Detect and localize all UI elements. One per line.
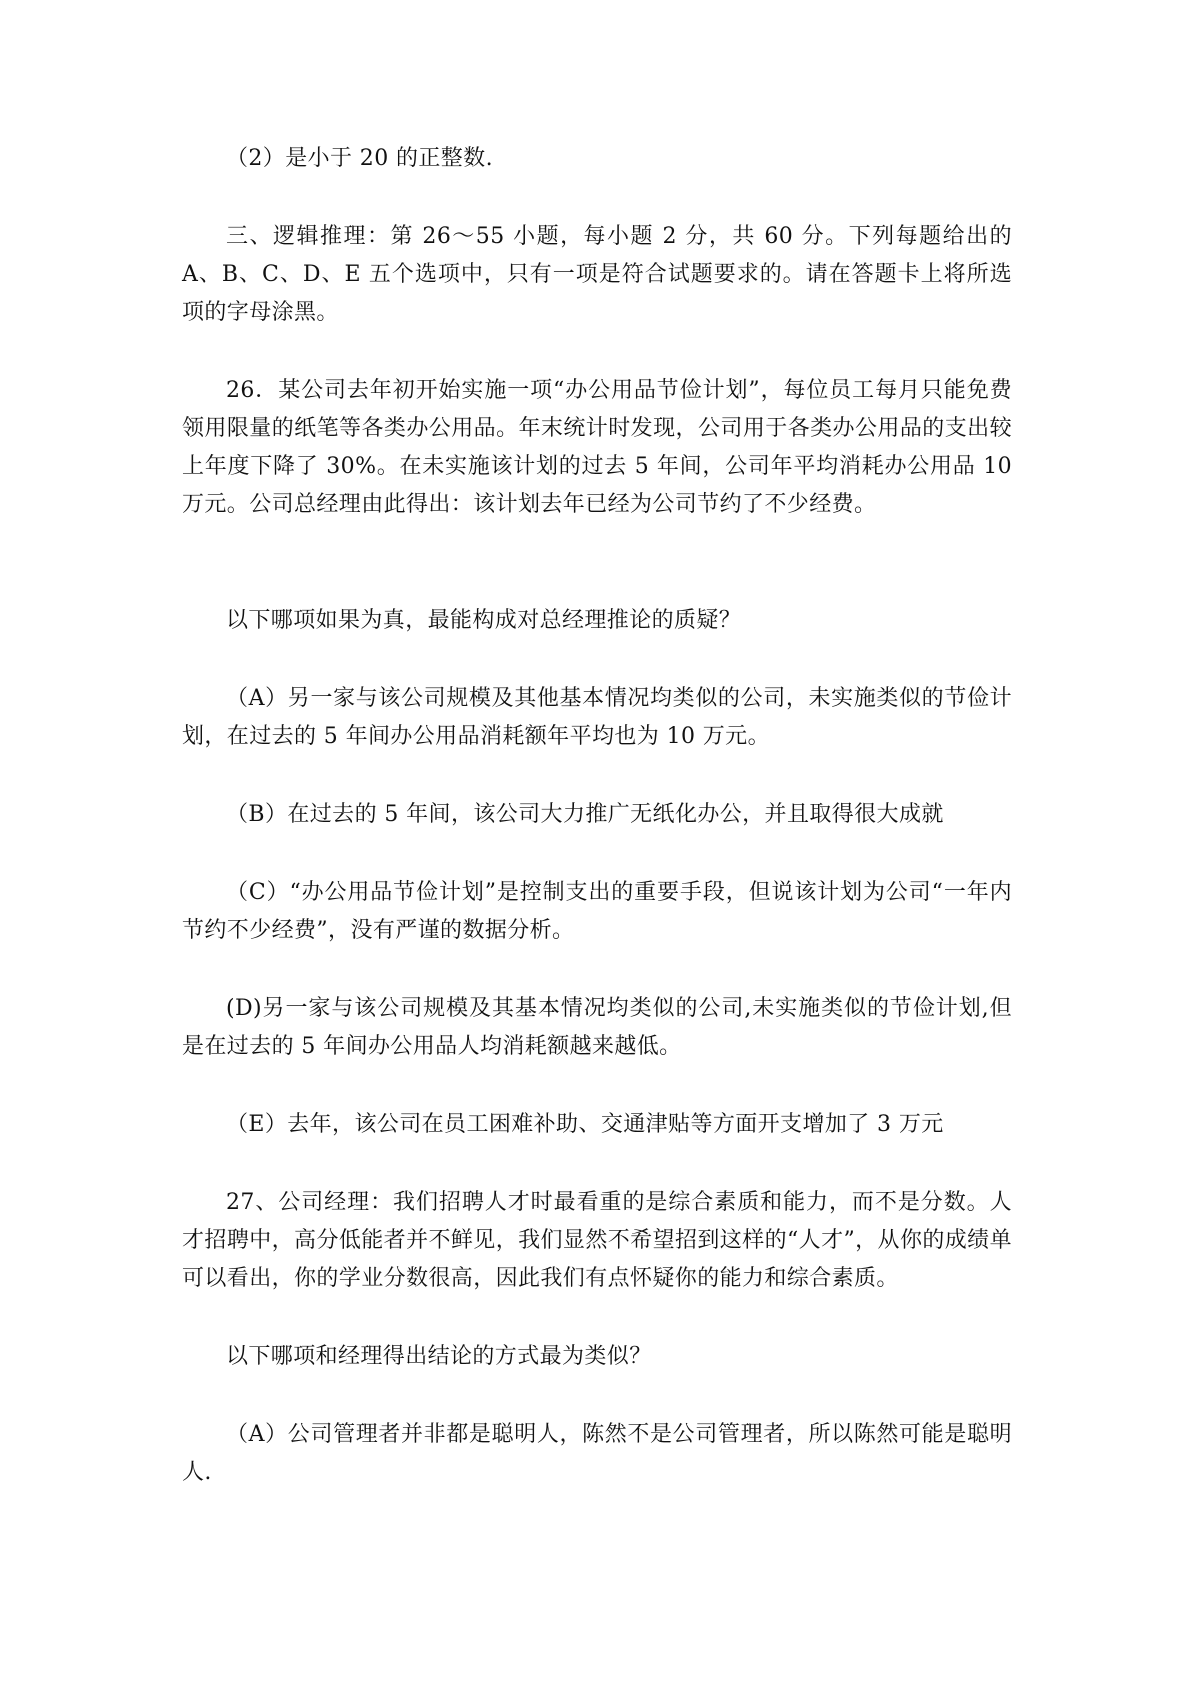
question-26-option-c: （C）“办公用品节俭计划”是控制支出的重要手段，但说该计划为公司“一年内节约不少经费”，没有严谨的数据分析。 <box>182 880 1012 943</box>
question-26-option-a: （A）另一家与该公司规模及其他基本情况均类似的公司，未实施类似的节俭计划，在过去的 5 年间办公用品消耗额年平均也为 10 万元。 <box>182 686 1012 749</box>
question-27-stem: 27、公司经理：我们招聘人才时最看重的是综合素质和能力，而不是分数。人才招聘中，高分低能者并不鲜见，我们显然不希望招到这样的“人才”，从你的成绩单可以看出，你的学业分数很高，因此我们有点怀疑你的能力和综合素质。 <box>182 1190 1012 1291</box>
question-27-prompt: 以下哪项和经理得出结论的方式最为类似？ <box>226 1344 652 1369</box>
question-27-option-a: （A）公司管理者并非都是聪明人，陈然不是公司管理者，所以陈然可能是聪明人. <box>182 1422 1012 1485</box>
question-26-option-b: （B）在过去的 5 年间，该公司大力推广无纸化办公，并且取得很大成就 <box>226 802 944 827</box>
section-three-instructions: 三、逻辑推理：第 26～55 小题，每小题 2 分，共 60 分。下列每题给出的 A、B、C、D、E 五个选项中，只有一项是符合试题要求的。请在答题卡上将所选项的字母涂黑。 <box>182 224 1012 325</box>
question-26-option-e: （E）去年，该公司在员工困难补助、交通津贴等方面开支增加了 3 万元 <box>226 1112 944 1137</box>
question-26-stem: 26．某公司去年初开始实施一项“办公用品节俭计划”，每位员工每月只能免费领用限量的纸笔等各类办公用品。年末统计时发现，公司用于各类办公用品的支出较上年度下降了 30%。在未实施该计划的过去 5 年间，公司年平均消耗办公用品 10 万元。公司总经理由此得出：该计划去年已经为公司节约了不少经费。 <box>182 378 1012 517</box>
document-page <box>182 0 1012 1684</box>
question-26-prompt: 以下哪项如果为真，最能构成对总经理推论的质疑？ <box>226 608 742 633</box>
condition-2-text: （2）是小于 20 的正整数. <box>226 146 493 171</box>
question-26-option-d: (D)另一家与该公司规模及其基本情况均类似的公司,未实施类似的节俭计划,但是在过去的 5 年间办公用品人均消耗额越来越低。 <box>182 996 1012 1059</box>
